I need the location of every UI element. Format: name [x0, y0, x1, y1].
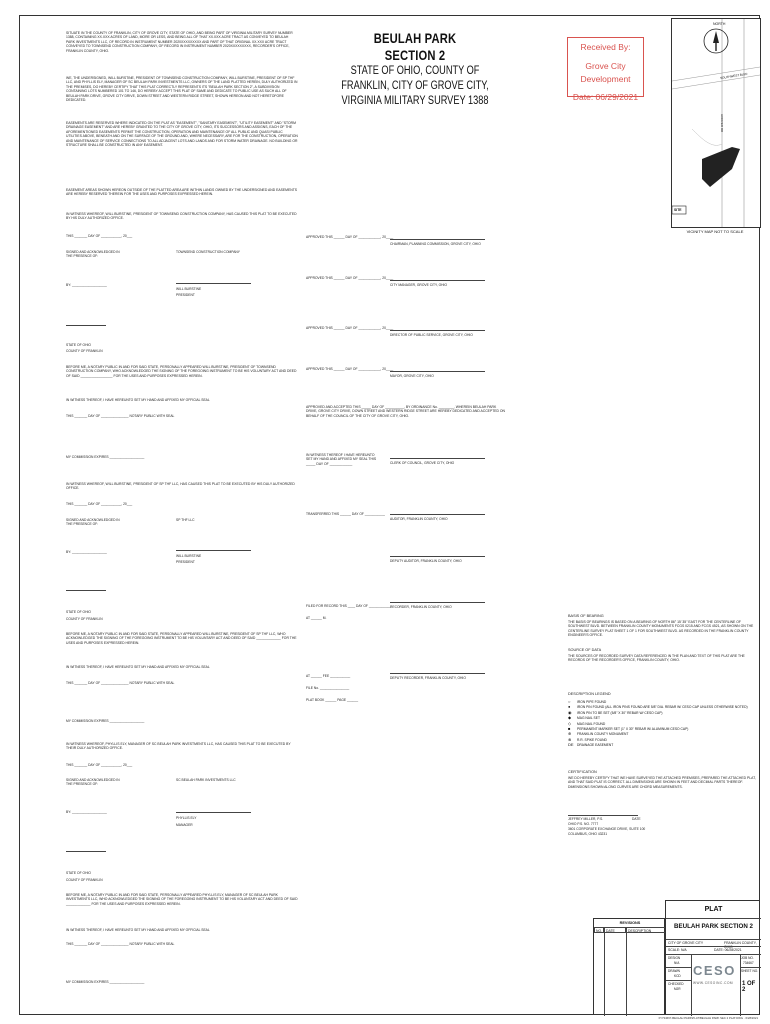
company-sp-thf: SP THF LLC: [176, 518, 195, 522]
approved-day-4: APPROVED THIS ______ DAY OF ____________, 20____: [306, 367, 394, 371]
notary-day-3: THIS _______ DAY OF _______________ NOTARY PUBLIC WITH SEAL: [66, 942, 175, 946]
witness-sp-thf: IN WITNESS WHEREOF, WILL BURSTINE, PRESIDENT OF SP THF LLC, HAS CAUSED THIS PLAT TO BE EXECUTED BY HIS DULY AUTHORIZED OFFICE.: [66, 482, 295, 491]
signature-line: [390, 458, 485, 459]
legend-symbol-icon: ■: [568, 726, 571, 731]
title-line-4: VIRGINIA MILITARY SURVEY 1388: [341, 95, 489, 107]
this-day-3: THIS _______ DAY OF ___________, 20___: [66, 763, 133, 767]
site-label: SITE: [674, 208, 682, 212]
recorder-label: RECORDER, FRANKLIN COUNTY, OHIO: [390, 605, 452, 609]
testimony-3: IN WITNESS THEREOF, I HAVE HEREUNTO SET MY HAND AND AFFIXED MY OFFICIAL SEAL: [66, 928, 210, 932]
chairman-label: CHAIRMAN, PLANNING COMMISSION, GROVE CITY, OHIO: [390, 242, 481, 246]
legend-text: MAG NAIL FOUND: [577, 721, 606, 726]
surveyor-license: OHIO P.S. NO. 7777: [568, 822, 599, 826]
source-title: SOURCE OF DATA: [568, 648, 602, 652]
title-block-city: CITY OF GROVE CITY: [668, 941, 704, 945]
legend-text: PERMANENT MARKER SET (1" X 30" REBAR W/ ALUMINUM CESO CAP): [577, 727, 689, 731]
company-townsend: TOWNSEND CONSTRUCTION COMPANY: [176, 250, 240, 254]
signature-line: [176, 283, 251, 284]
signer-title-2: PRESIDENT: [176, 560, 195, 564]
signature-line: [176, 550, 251, 551]
file-path-footer: P:\734667-BEULAH PARK\PLAT\BEULAH PARK SEC 2 PLAT.DWG · 6/28/2021: [658, 1016, 758, 1020]
approved-day-3: APPROVED THIS ______ DAY OF ____________, 20____: [306, 326, 394, 330]
company-sc-beulah: SC BEULAH PARK INVESTMENTS LLC: [176, 778, 236, 782]
commission-3: MY COMMISSION EXPIRES ___________________: [66, 980, 145, 984]
notary-day-2: THIS _______ DAY OF _______________ NOTARY PUBLIC WITH SEAL: [66, 681, 175, 685]
mayor-label: MAYOR, GROVE CITY, OHIO: [390, 374, 434, 378]
commission-2: MY COMMISSION EXPIRES ___________________: [66, 719, 145, 723]
approved-day-1: APPROVED THIS ______ DAY OF ____________, 20____: [306, 235, 394, 239]
legend-symbol-icon: ⊗: [568, 736, 572, 742]
county-1: COUNTY OF FRANKLIN: [66, 349, 103, 353]
title-line-2: SECTION 2: [384, 47, 446, 63]
at-m: AT ______ M.: [306, 616, 327, 620]
director-label: DIRECTOR OF PUBLIC SERVICE, GROVE CITY, OHIO: [390, 333, 473, 337]
title-line-1: BEULAH PARK: [373, 30, 457, 46]
vicinity-map-drawing: [672, 19, 760, 227]
city-manager-label: CITY MANAGER, GROVE CITY, OHIO: [390, 283, 448, 287]
title-block-job-no: JOB NO.: [741, 956, 754, 960]
road-line: [672, 75, 760, 89]
signer-will-2: WILL BURSTINE: [176, 554, 202, 558]
signer-will-1: WILL BURSTINE: [176, 287, 202, 291]
basis-text: THE BASIS OF BEARINGS IS BASED ON A BEARING OF NORTH 86° 15' 35" EAST FOR THE CENTERLINE OF SOUTHWEST BLVD. BETWEEN FRANKLIN COUNTY MONUMENTS FCGS 0215 AND FCGS 4521, AS SHOWN ON THE CENTERLINE SURVEY PLAT SHEET 1 OF 1 FOR SOUTHWEST BLVD. AS RECORDED IN THE FRANKLIN COUNTY ENGINEER'S OFFICE.: [568, 620, 754, 638]
signature-line: [66, 851, 106, 852]
title-block-checked: CHECKED: [668, 982, 684, 986]
signature-line: [568, 815, 638, 816]
title-block-design: DESIGN: [668, 956, 681, 960]
state-3: STATE OF OHIO: [66, 871, 91, 875]
legend-symbol-icon: ⊕: [568, 731, 572, 737]
certification-title: CERTIFICATION: [568, 770, 597, 774]
title-block-drawn-val: KCD: [674, 974, 681, 978]
source-text: THE SOURCES OF RECORDED SURVEY DATA REFERENCED IN THE PLAN AND TEXT OF THIS PLAT ARE THE RECORDS OF THE RECORDER'S OFFICE, FRANKLIN COUNTY, OHIO.: [568, 654, 745, 663]
title-block-sheet-val: 1 OF 2: [742, 981, 756, 993]
state-1: STATE OF OHIO: [66, 343, 91, 347]
easement-paragraph-2: EASEMENT AREAS SHOWN HEREON OUTSIDE OF THE PLATTED AREA ARE WITHIN LANDS OWNED BY THE UNDERSIGNED AND EASEMENTS ARE HEREBY RESERVED THEREIN FOR THE USES AND PURPOSES EXPRESSED HEREIN.: [66, 188, 298, 197]
received-stamp: [567, 37, 644, 102]
witness-sc-beulah: IN WITNESS WHEREOF, PHYLLIS ELY, MANAGER OF SC BEULAH PARK INVESTMENTS LLC, HAS CAUSED THIS PLAT TO BE EXECUTED BY THEIR DULY AUTHORIZED OFFICE.: [66, 742, 291, 751]
deputy-recorder-label: DEPUTY RECORDER, FRANKLIN COUNTY, OHIO: [390, 676, 466, 680]
filed-day: FILED FOR RECORD THIS ____ DAY OF ____________: [306, 604, 391, 608]
north-arrow-icon: [713, 31, 719, 43]
certification-text: WE DO HEREBY CERTIFY THAT WE HAVE SURVEYED THE ATTACHED PREMISES, PREPARED THE ATTACHED PLAT, AND THAT SAID PLAT IS CORRECT. ALL DIMENSIONS ARE SHOWN IN FEET AND DECIMAL PARTS THEREOF. DIMENSIONS SHOWN ALONG CURVES ARE CHORD MEASUREMENTS.: [568, 776, 756, 789]
notary-paragraph-1: BEFORE ME, A NOTARY PUBLIC IN AND FOR SAID STATE, PERSONALLY APPEARED WILL BURSTINE, PRESIDENT OF TOWNSEND CONSTRUCTION COMPANY, WHO ACKNOWLEDGED THE SIGNING OF THE FOREGOING INSTRUMENT TO BE HIS VOLUNTARY ACT AND DEED OF SAID _________________ FOR THE USES AND PURPOSES EXPRESSED HEREIN.: [66, 365, 297, 378]
fee-label: AT ______ FEE ___________: [306, 674, 351, 678]
state-2: STATE OF OHIO: [66, 610, 91, 614]
basis-title: BASIS OF BEARING: [568, 614, 604, 618]
title-block-date: DATE: 06/28/2021: [714, 948, 742, 952]
description-legend: [568, 699, 760, 749]
title-block-drawn: DRAWN: [668, 969, 680, 973]
legend-text: DRAINAGE EASEMENT: [577, 743, 614, 748]
signed-ack-1: SIGNED AND ACKNOWLEDGED IN THE PRESENCE OF:: [66, 250, 120, 258]
ceso-website: WWW.CESOINC.COM: [693, 981, 734, 985]
north-label: NORTH: [713, 22, 726, 26]
title-block-plat: PLAT: [704, 906, 723, 913]
stamp-received: Received By:: [580, 42, 631, 52]
by-2: BY: ___________________: [66, 550, 107, 554]
signature-line: [390, 602, 485, 603]
title-block-sheet-no: SHEET NO.: [741, 969, 759, 973]
county-3: COUNTY OF FRANKLIN: [66, 878, 103, 882]
by-1: BY: ___________________: [66, 283, 107, 287]
signature-line: [390, 673, 485, 674]
legend-symbol-icon: ●: [568, 704, 571, 710]
title-block-name: BEULAH PARK SECTION 2: [674, 923, 753, 930]
title-block-checked-val: MJR: [674, 987, 681, 991]
legend-text: IRON PIN TO BE SET (5/8" X 30" REBAR W/ CESO CAP): [577, 710, 663, 715]
clerk-witness: IN WITNESS THEREOF I HAVE HEREUNTO SET MY HAND AND AFFIXED MY SEAL THIS _____ DAY OF ____________: [306, 453, 377, 466]
stamp-dept: Grove City Development: [580, 61, 631, 84]
office-city: COLUMBUS, OHIO 43231: [568, 832, 608, 836]
signature-line: [66, 590, 106, 591]
road-label-hoover: HOOVER RD: [720, 114, 724, 133]
dedication-paragraph: WE, THE UNDERSIGNED, WILL BURSTINE, PRESIDENT OF TOWNSEND CONSTRUCTION COMPANY, WILL BURSTINE, PRESIDENT OF SP THF LLC, AND PHYLLIS ELY, MANAGER OF SC BEULAH PARK INVESTMENTS LLC, OWNERS OF THE LAND PLATTED HEREIN, DULY AUTHORIZED IN THE PREMISES, DO HEREBY CERTIFY THAT THIS PLAT CORRECTLY REPRESENTS ITS "BEULAH PARK SECTION 2", A SUBDIVISION CONTAINING LOTS NUMBERED 101 TO 146, DO HEREBY ACCEPT THIS PLAT OF SAME AND DEDICATE TO PUBLIC USE AS SUCH ALL OF BEULAH PARK DRIVE, GROVE CITY DRIVE, DOWN STREET AND WESTERN RIDGE STREET, SHOWN HEREON AND NOT HERETOFORE DEDICATED.: [66, 76, 298, 103]
testimony-2: IN WITNESS THEREOF, I HAVE HEREUNTO SET MY HAND AND AFFIXED MY OFFICIAL SEAL: [66, 665, 210, 669]
file-number: FILE No. ________________: [306, 686, 350, 690]
auditor-label: AUDITOR, FRANKLIN COUNTY, OHIO: [390, 517, 448, 521]
notary-day-1: THIS _______ DAY OF _______________ NOTARY PUBLIC WITH SEAL: [66, 414, 175, 418]
vicinity-caption: VICINITY MAP NOT TO SCALE: [686, 229, 744, 234]
signature-line: [176, 812, 251, 813]
legend-symbol-icon: ◉: [568, 709, 572, 715]
clerk-label: CLERK OF COUNCIL, GROVE CITY, OHIO: [390, 461, 455, 465]
vicinity-map: [671, 18, 761, 228]
title-block: [665, 900, 760, 1015]
signature-line: [66, 325, 106, 326]
easement-paragraph: EASEMENTS ARE RESERVED WHERE INDICATED ON THE PLAT AS "EASEMENT", "SANITARY EASEMENT", "UTILITY EASEMENT" AND "STORM DRAINAGE EASEMENT" AND ARE HEREBY GRANTED TO THE CITY OF GROVE CITY, OHIO, ITS SUCCESSORS AND ASSIGNS, EACH OF THE AFOREMENTIONED EASEMENTS PERMIT THE CONSTRUCTION, OPERATION AND MAINTENANCE OF ALL PUBLIC AND QUASI PUBLIC UTILITIES ABOVE, BENEATH AND ON THE SURFACE OF THE GROUND AND, WHERE NECESSARY, ARE FOR THE CONSTRUCTION, OPERATION AND MAINTENANCE OF SERVICE CONNECTIONS TO ALL ADJACENT LOTS AND LANDS AND FOR STORM WATER DRAINAGE. NO BUILDING OR STRUCTURE SHALL BE CONSTRUCTED IN ANY EASEMENT.: [66, 121, 298, 148]
revisions-title: REVISIONS: [619, 921, 641, 925]
deputy-auditor-label: DEPUTY AUDITOR, FRANKLIN COUNTY, OHIO: [390, 559, 462, 563]
legend-symbol-icon: ◇: [568, 720, 572, 726]
legend-symbol-icon: ○: [568, 699, 571, 704]
intro-paragraph: SITUATE IN THE COUNTY OF FRANKLIN, CITY OF GROVE CITY, STATE OF OHIO, AND BEING PART OF VIRGINIA MILITARY SURVEY NUMBER 1388, CONTAINING XX.XXX ACRES OF LAND, MORE OR LESS, AND BEING ALL OF THAT XX.XXX ACRE TRACT AS CONVEYED TO BEULAH PARK INVESTMENTS LLC, OF RECORD IN INSTRUMENT NUMBER 2020XXXXXXXXX AND PART OF THAT ORIGINAL XX.XXX ACRE TRACT CONVEYED TO TOWNSEND CONSTRUCTION COMPANY, OF RECORD IN INSTRUMENT NUMBER 2020XXXXXXXXX, RECORDER'S OFFICE, FRANKLIN COUNTY, OHIO.: [66, 31, 293, 53]
signature-line: [390, 280, 485, 281]
site-area: [702, 147, 740, 187]
legend-item: [568, 742, 613, 748]
signature-line: [390, 556, 485, 557]
legend-title: DESCRIPTION LEGEND: [568, 692, 611, 696]
plat-book: PLAT BOOK ______ PAGE ______: [306, 698, 359, 702]
legend-text: IRON PIPE FOUND: [577, 700, 607, 704]
ceso-logo: CESO: [693, 963, 736, 978]
plat-title: [340, 30, 490, 64]
surveyor-date: DATE: [632, 817, 641, 821]
title-line-3: STATE OF OHIO, COUNTY OF FRANKLIN, CITY OF GROVE CITY,: [341, 65, 489, 92]
signer-phyllis: PHYLLIS ELY: [176, 816, 197, 820]
signature-line: [390, 371, 485, 372]
road-label-southwest: SOUTHWEST BLVD: [719, 71, 748, 81]
notary-paragraph-3: BEFORE ME, A NOTARY PUBLIC IN AND FOR SAID STATE, PERSONALLY APPEARED PHYLLIS ELY, MANAGER OF SC BEULAH PARK INVESTMENTS LLC, WHO ACKNOWLEDGED THE SIGNING OF THE FOREGOING INSTRUMENT TO BE HIS VOLUNTARY ACT AND DEED OF SAID _____________ FOR THE USES AND PURPOSES EXPRESSED HEREIN.: [66, 893, 298, 906]
approved-day-2: APPROVED THIS ______ DAY OF ____________, 20____: [306, 276, 394, 280]
signer-title-3: MANAGER: [176, 823, 193, 827]
plat-subtitle: [305, 64, 525, 109]
notary-paragraph-2: BEFORE ME, A NOTARY PUBLIC IN AND FOR SAID STATE, PERSONALLY APPEARED WILL BURSTINE, PRESIDENT OF SP THF LLC, WHO ACKNOWLEDGED THE SIGNING OF THE FOREGOING INSTRUMENT TO BE HIS VOLUNTARY ACT AND DEED OF SAID _____________ FOR THE USES AND PURPOSES EXPRESSED HEREIN.: [66, 632, 297, 645]
legend-symbol-icon: DE: [568, 742, 574, 748]
council-paragraph: APPROVED AND ACCEPTED THIS _____ DAY OF __________, BY ORDINANCE No. ________, WHEREIN BEULAH PARK DRIVE, GROVE CITY DRIVE, DOWN STREET AND WESTERN RIDGE STREET ARE HEREBY DEDICATED AND ACCEPTED ON BEHALF OF THE COUNCIL OF THE CITY OF GROVE CITY, OHIO.: [306, 405, 506, 418]
title-block-design-val: N/A: [674, 961, 680, 965]
signature-line: [390, 239, 485, 240]
this-day-2: THIS _______ DAY OF ___________, 20___: [66, 502, 133, 506]
signature-line: [390, 514, 485, 515]
surveyor-name: JEFFREY MILLER, P.S.: [568, 817, 604, 821]
signed-ack-2: SIGNED AND ACKNOWLEDGED IN THE PRESENCE OF:: [66, 518, 120, 526]
stream-line: [692, 129, 722, 145]
title-block-scale: SCALE: N/A: [668, 948, 687, 952]
title-block-job-val: 734667: [743, 961, 754, 965]
revisions-block: [593, 918, 665, 1015]
signature-line: [390, 330, 485, 331]
this-day-1: THIS _______ DAY OF ___________, 20___: [66, 234, 133, 238]
plat-sheet: [19, 15, 760, 1015]
legend-text: MAG NAIL SET: [577, 716, 600, 721]
commission-1: MY COMMISSION EXPIRES ___________________: [66, 455, 145, 459]
by-3: BY: ___________________: [66, 810, 107, 814]
title-block-county: FRANKLIN COUNTY, OHIO: [724, 941, 757, 949]
signed-ack-3: SIGNED AND ACKNOWLEDGED IN THE PRESENCE OF:: [66, 778, 120, 786]
transferred-day: TRANSFERRED THIS ______ DAY OF ___________: [306, 512, 385, 516]
revisions-col-no: NO.: [596, 929, 603, 933]
legend-text: R.R. SPIKE FOUND: [577, 737, 607, 742]
revisions-col-date: DATE: [604, 927, 626, 933]
county-2: COUNTY OF FRANKLIN: [66, 617, 103, 621]
legend-text: FRANKLIN COUNTY MONUMENT: [577, 732, 629, 737]
testimony-1: IN WITNESS THEREOF, I HAVE HEREUNTO SET MY HAND AND AFFIXED MY OFFICIAL SEAL: [66, 398, 210, 402]
stamp-date: Date: 06/29/2021: [572, 92, 639, 102]
revisions-col-description: DESCRIPTION: [626, 927, 666, 933]
legend-symbol-icon: ◆: [568, 715, 572, 721]
witness-townsend: IN WITNESS WHEREOF, WILL BURSTINE, PRESIDENT OF TOWNSEND CONSTRUCTION COMPANY, HAS CAUSED THIS PLAT TO BE EXECUTED BY HIS DULY AUTHORIZED OFFICE.: [66, 212, 297, 221]
legend-text: IRON PIN FOUND (ALL IRON PINS FOUND ARE 5/8" DIA. REBAR W/ CESO CAP UNLESS OTHERWISE NOTED): [577, 705, 748, 710]
signer-title-1: PRESIDENT: [176, 293, 195, 297]
office-address: 3601 CORPORATE EXCHANGE DRIVE, SUITE 100: [568, 827, 646, 831]
